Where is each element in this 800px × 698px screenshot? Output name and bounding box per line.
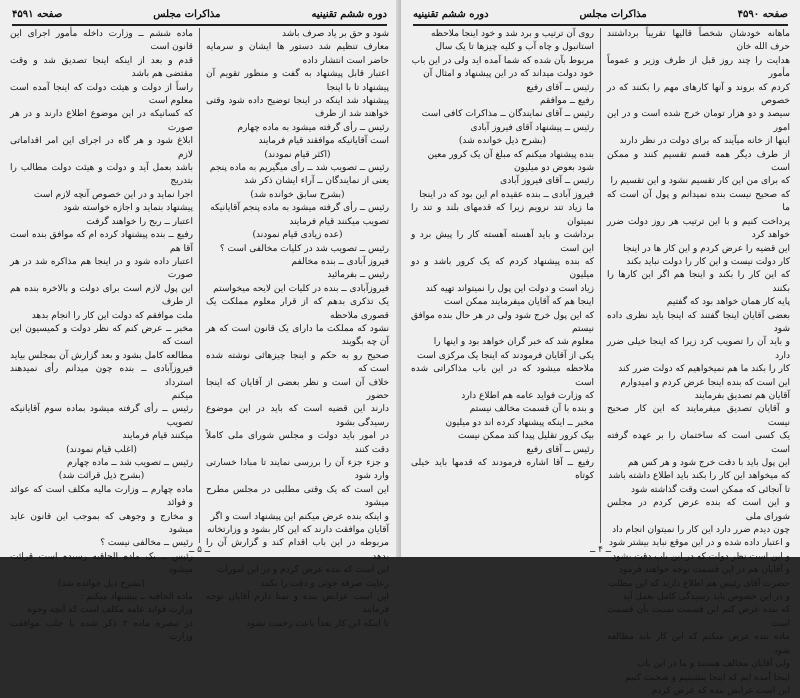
text-line: رئیس ــ تصویب شد ــ ماده چهارم [67, 458, 193, 468]
text-line: رئیس ــ بفرمائید [327, 270, 389, 281]
text-line: یعنی از نمایندگان ــ آراء ایشان ذکر شد [244, 176, 389, 187]
page-header [12, 6, 387, 26]
text-line: رئیس ــ تصویب شد در کلیات مخالفی است ؟ [219, 243, 389, 254]
text-line: ملاحظه میشود که در این باب مذاکراتی شده است [411, 364, 594, 388]
text-line: شود و حق بر یاد صرف باشد [282, 29, 389, 39]
text-line: رئیس ــ یک ماده الحاقیه رسیده است قرائت میشود [10, 551, 193, 576]
text-line: کار را بکند ما هم نمیخواهیم که دولت ضرر کند [618, 364, 790, 375]
text-line: (بشرح ذیل خوانده شد) [458, 136, 547, 147]
text-line: (بشرح سابق خوانده شد) [250, 189, 345, 200]
text-line: رئیس ــ آقای فیروز آبادی [500, 176, 594, 187]
text-line: و باید آن را تصویب کرد زیرا که اینجا خیلی ضرر دارد [607, 337, 790, 361]
text-line: اجرا نماید و در این خصوص آنچه لازم است [33, 189, 193, 200]
text-line: این است که بنده عرض کردم و در این امورات [216, 565, 389, 576]
text-line: اعتبار قابل پیشنهاد به گفت و منظور تقویم آن پیشنهاد تا با اینجا [206, 69, 389, 93]
page-number: صفحه ۴۵۹۱ [12, 8, 63, 20]
text-line: فیروز آبادی ــ بنده عقیده ام این بود که در اینجا [419, 189, 594, 200]
text-line: و آقایان تصدیق میفرمایند که این کار صحیح نیست [607, 404, 790, 428]
text-line: خلاف آن است و نظر بعضی از آقایان که اینجا حضور [206, 377, 389, 401]
text-line: است آقایانیکه موافقند قیام فرمایند [258, 136, 389, 147]
text-line: اینها از خانه میآیند که برای دولت در نظر دارند [619, 136, 790, 147]
text-line: رفیع ــ موافقم [540, 96, 594, 107]
text-line: ماده الحاقیه ــ پیشنهاد میکنم : [80, 592, 193, 603]
text-line: که کسانیکه در این موضوع اطلاع دارند و در هر صورت [10, 109, 193, 133]
text-line: بیک کرور تقلیل پیدا کند ممکن نیست [457, 431, 594, 442]
text-line: که برای من این کار تقسیم نشود و این تقسیم را [610, 176, 790, 187]
text-line: معلوم شد که خبر گران خواهد بود و اینها را [433, 337, 594, 348]
text-line: استانبول و چاه آب و کلیه چیزها تا یک سال [435, 42, 594, 53]
text-line: نشود که مملکت ما دارای یک قانون است که هر آن چه بگویند [206, 323, 389, 348]
page-session: دوره ششم تقنینیه [413, 8, 489, 20]
text-line: قدم و بعد از اینکه اینجا تصدیق شد و وقت مقتضی هم باشد [10, 55, 193, 80]
text-line: فیروزآبادی ــ بنده در کلیات این لایحه میخواستم [213, 283, 389, 294]
text-line: اعتبار داده شود و در اینجا هم مذاکره شد در هر صورت [10, 256, 193, 281]
text-line: رئیس ــ مخالفی نیست ؟ [100, 538, 193, 549]
text-line: اینجا هم که آقایان میفرمایند ممکن است [444, 297, 594, 308]
text-line: ماده ششم ــ وزارت داخله مأمور اجرای این قانون است [10, 29, 193, 53]
page-number: صفحه ۴۵۹۰ [737, 8, 788, 20]
text-line: مخبر ــ عرض کنم که نظر دولت و کمیسیون این است که [10, 323, 193, 348]
text-line: معارف تنظیم شد دستور ها ایشان و سرمایه حاضر است انتشار داده [206, 42, 389, 66]
text-line: هدایت را چند روز قبل از طرف وزیر و عموماً مأمور [607, 55, 790, 80]
text-line: (بشرح ذیل خوانده شد) [57, 578, 146, 589]
text-line: (عده زیادی قیام نمودند) [252, 230, 343, 241]
text-line: (بشرح ذیل قرائت شد) [58, 471, 145, 482]
text-line: آقایان هم تصدیق بفرمایند [694, 390, 790, 401]
text-line: خود دولت میداند که در این پیشنهاد و امثال آن [423, 69, 594, 80]
text-line: کردم که بروند و آنها کارهای مهم را بکنند که در خصوص [607, 82, 790, 107]
text-line: و جزء جزء آن را بررسی نمایند تا مبادا خسارتی وارد شود [206, 458, 389, 482]
text-line: و این است که بنده عرض کردم در مجلس شورای ملی [607, 498, 790, 522]
text-line: رئیس ــ آقای رفیع [526, 82, 594, 93]
text-line: اعتبار ــ ربح را خواهند گرفت [86, 216, 193, 227]
page-title: مذاکرات مجلس [579, 8, 647, 20]
text-line: تصویب میکنند قیام فرمایند [289, 216, 389, 227]
text-line: ابلاغ شود و هر گاه در اجرای این امر اقداماتی لازم [10, 136, 193, 160]
text-line: حضرت آقای رئیس هم اطلاع دارند که این مطلب [608, 578, 790, 589]
text-line: میکنم [171, 390, 193, 401]
text-line: این پول لازم است برای دولت و بالاخره بنده هم از طرف [10, 283, 193, 308]
text-line: رئیس ــ آقای نمایندگان ــ مذاکرات کافی است [421, 109, 594, 120]
text-column [10, 28, 193, 643]
text-line: میکنند قیام فرمایند [122, 431, 193, 442]
text-line: که بنده عرض کنم این قسمت نسبت بآن قسمت است [607, 605, 790, 629]
text-line: پرداخت کنیم و با این ترتیب هر روز دولت ضرر خواهد کرد [607, 216, 790, 241]
text-line: ماهانه خودشان شخصاً قالیها تقریباً برداشتند حرف الله خان [607, 29, 790, 53]
text-line: و این است نظر دولت که در این باب دقت بشود [612, 551, 790, 562]
text-line: زیاد است و دولت این پول را نمیتواند تهیه کند [425, 283, 594, 294]
text-column [411, 28, 594, 543]
text-line: این پول باید با دقت خرج شود و هر کس هم [627, 458, 790, 468]
column-rule [600, 28, 601, 543]
text-line: از طرف دیگر همه قسم تقسیم کنند و ممکن است [607, 149, 790, 174]
text-line: روی آن ترتیب و برد شد و خود اینجا ملاحظه [430, 29, 594, 39]
text-line: رئیس ــ رأی گرفته میشود به ماده چهارم [237, 122, 389, 133]
text-line: و بنده با آن قسمت مخالف نیستم [469, 404, 594, 415]
text-line: ماده بنده عرض میکنم که این کار باید مطالعه شود [607, 632, 790, 656]
text-column [607, 28, 790, 696]
text-line: سیصد و دو هزار تومان خرج شده است و در این امور [607, 109, 790, 133]
text-line: و مخارج و وجوهی که بموجب این قانون عاید میشود [10, 511, 193, 536]
right-page [401, 0, 800, 696]
text-line: که این پول خرج شود ولی در هر حال بنده موافق نیستم [411, 310, 594, 334]
text-line: ولی آقایان مخالف هستند و ما در این باب [636, 659, 790, 670]
text-line: که میخواهد این کار را بکند باید اطلاع داشته باشد [608, 471, 790, 482]
text-line: فیروزآبادی ــ بنده چون میدانم رأی نمیدهند استرداد [10, 364, 193, 388]
text-line: وزارت فواید عامه مکلف است که آنچه وجوه [27, 605, 193, 616]
text-line: یک تذکری بدهم که از قرار معلوم مملکت یک قصوری ملاحظه [206, 297, 389, 321]
text-line: که وزارت فواید عامه هم اطلاع دارد [461, 390, 594, 401]
text-line: این است که یک وقتی مطلبی در مجلس مطرح میشود [206, 484, 389, 509]
text-line: تا آنجائی که ممکن است وقت گذاشته شود [631, 484, 790, 495]
text-line: این است عرایض بنده که عرض کردم [651, 685, 790, 696]
text-line: رفیع ــ آقا اشاره فرمودند که قدمها باید خیلی کوتاه [411, 458, 594, 482]
page-session: دوره ششم تقنینیه [311, 8, 387, 20]
text-line: و در این خصوص باید رسیدگی کامل بعمل آید [622, 592, 790, 603]
text-line: و آقایان هم در این قسمت توجه خواهند فرمود [618, 565, 790, 576]
text-line: رئیس ــ رأی گرفته میشود بماده سوم آقایانیکه تصویب [10, 404, 193, 428]
text-line: مطالعه کامل بشود و بعد گزارش آن بمجلس بیاید [10, 350, 193, 361]
text-line: این است عرایض بنده و تمنا دارم آقایان توجه فرمایند [206, 592, 389, 616]
page-footer: ــ ۴ ــ [589, 545, 612, 555]
text-line: راساً از دولت و هیئت دولت که اینجا آمده است معلوم است [10, 82, 193, 107]
page-header [413, 6, 788, 26]
text-line: تا اینکه این کار بعداً باعث زحمت نشود [246, 618, 389, 629]
text-line: که صحیح نیست بنده نمیدانم و پول آن است که ما [607, 189, 790, 214]
text-line: و اعتبار داده شده و در این موقع نباید بیشتر شود [609, 538, 790, 549]
column-rule [199, 28, 200, 543]
text-line: یک کسی است که ساختمان را بر عهده گرفته است [607, 431, 790, 455]
text-line: رفیع ــ بنده پیشنهاد کرده ام که موافق بنده است آقا هم [10, 230, 193, 254]
text-line: پیشنهاد شد اینکه در اینجا توضیح داده شود وقتی خواهند شد از طرف [206, 96, 389, 120]
text-line: پایه کار همان خواهد بود که گفتیم [666, 297, 790, 308]
text-line: صحیح رو به حکم و اینجا چیزهائی نوشته شده است که [206, 350, 389, 375]
text-line: فیروز آبادی ــ بنده مخالفم [291, 256, 389, 267]
text-line: ماده چهارم ــ وزارت مالیه مکلف است که عوائد و فوائد [10, 484, 193, 509]
text-line: مربوط بآن شده که شما آمده اید ولی در این باب [411, 55, 594, 66]
text-line: رئیس ــ آقای رفیع [526, 444, 594, 455]
text-line: رئیس ــ پیشنهاد آقای فیروز آبادی [470, 122, 594, 133]
text-column [206, 28, 389, 629]
text-line: رعایت صرفه جوئی و دقت را بکنند [260, 578, 389, 589]
text-line: که بنده پیشنهاد کردم که یک کرور باشد و دو میلیون [411, 256, 594, 281]
text-line: پیشنهاد بنماید و اجازه خواسته شود [63, 203, 193, 214]
text-line: بنده پیشنهاد میکنم که مبلغ آن یک کرور معین [427, 149, 594, 160]
text-line: و اینکه بنده عرض میکنم این پیشنهاد است و اگر [210, 511, 389, 522]
text-line: بعضی آقایان اینجا گفتند که اینجا باید نظری داده شود [607, 310, 790, 334]
text-line: اینجا آمده ایم که اینجا بنشینیم و صحبت کنیم [625, 672, 790, 683]
text-line: (اکثر قیام نمودند) [264, 149, 331, 160]
text-line: ما زیاد تند نرویم زیرا که قدمهای بلند و تند را نمیتوان [411, 203, 594, 227]
text-line: باشد بعمل آید و دولت و هیئت دولت مطالب را بتدریج [10, 163, 193, 187]
text-line: چون دیدم ضرر دارد این کار را نمیتوان انجام داد [612, 525, 790, 536]
text-line: مخبر ــ اینکه پیشنهاد کرده اند دو میلیون [445, 417, 594, 428]
text-line: در تبصره ماده ۲ ذکر شده با جلب موافقت وزارت [10, 618, 193, 643]
text-line: رئیس ــ رأی گرفته میشود به ماده پنجم آقایانیکه [210, 203, 389, 214]
text-line: دارند این قضیه است که باید در این موضوع رسیدگی بشود [206, 404, 389, 428]
text-line: برداشت و باید آهسته آهسته کار را پیش برد و این است [411, 230, 594, 254]
text-line: کار دولت نیست و این کار را دولت نباید بکند [626, 256, 790, 267]
page-title: مذاکرات مجلس [153, 8, 221, 20]
text-line: در امور باید دولت و مجلس شورای ملی کاملاً دقت کنند [206, 431, 389, 455]
left-page [0, 0, 400, 643]
text-line: که این کار را بکند و اینجا هم اگر این کارها را بکنند [607, 270, 790, 294]
text-line: رئیس ــ تصویب شد ــ رأی میگیریم به ماده پنجم [209, 163, 389, 174]
text-line: ملت موافقم که دولت این کار را انجام بدهد [31, 310, 193, 321]
text-line: این قضیه را عرض کردم و این کار ها در اینجا [623, 243, 790, 254]
text-line: این است که بنده اینجا عرض کردم و امیدوارم [620, 377, 790, 388]
text-line: (اغلب قیام نمودند) [66, 444, 137, 455]
page-footer: ــ ۵ ــ [188, 545, 211, 555]
text-line: شود بعوض دو میلیون [513, 163, 594, 174]
text-line: یکی از آقایان فرمودند که اینجا یک مرکزی است [417, 350, 594, 361]
text-line: آقایان موافقت دارند که این کار بشود و وزارتخانه [207, 525, 389, 536]
text-line: مربوطه در این باب اقدام کند و گزارش آن را بدهد [206, 538, 389, 562]
